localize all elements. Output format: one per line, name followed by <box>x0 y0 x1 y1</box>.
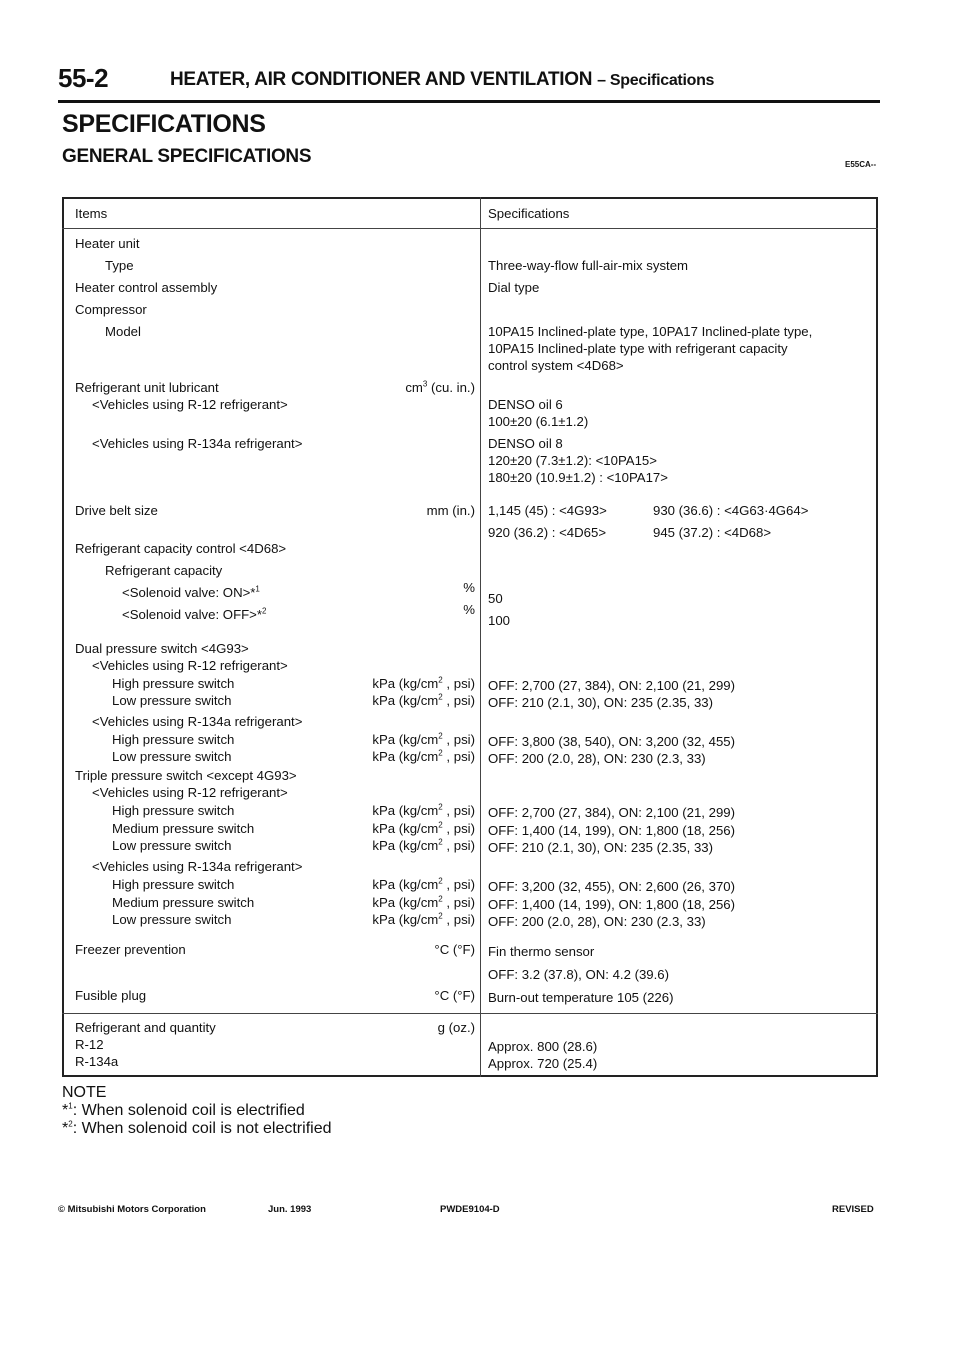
spec-solenoid-on: 50 <box>488 591 503 606</box>
spec-lubricant-r134a-line-3: 180±20 (10.9±1.2) : <10PA17> <box>488 470 668 485</box>
spec-triple-r12-high: OFF: 2,700 (27, 384), ON: 2,100 (21, 299) <box>488 805 736 820</box>
item-triple-r12-medium: Medium pressure switch <box>112 821 255 836</box>
item-refrigerant-quantity: Refrigerant and quantity <box>75 1020 216 1035</box>
unit-dual-r134a-high: kPa ($kg/cm^2$ , psi) <box>372 731 475 747</box>
item-fusible-plug: Fusible plug <box>75 988 147 1003</box>
unit-triple-r134a-low: kPa ($kg/cm^2$ , psi) <box>372 911 475 927</box>
spec-belt-4g93: 1,145 (45) : <4G93> <box>488 503 607 518</box>
item-type: Type <box>105 258 134 273</box>
spec-triple-r134a-high: OFF: 3,200 (32, 455), ON: 2,600 (26, 370) <box>488 879 736 894</box>
unit-fusible-plug: °C (°F) <box>434 988 475 1003</box>
column-header-specifications: Specifications <box>488 206 570 221</box>
unit-triple-r12-medium: kPa ($kg/cm^2$ , psi) <box>372 820 475 836</box>
footer-date: Jun. 1993 <box>268 1204 312 1215</box>
item-r134a: R-134a <box>75 1054 119 1069</box>
spec-triple-r134a-medium: OFF: 1,400 (14, 199), ON: 1,800 (18, 256) <box>488 897 736 912</box>
spec-belt-4d65: 920 (36.2) : <4D65> <box>488 525 607 540</box>
item-triple-r134a-high: High pressure switch <box>112 877 235 892</box>
chapter-subtitle: – Specifications <box>597 72 715 89</box>
item-lubricant-r12: <Vehicles using R-12 refrigerant> <box>92 397 288 412</box>
item-compressor: Compressor <box>75 302 147 317</box>
item-triple-r12: <Vehicles using R-12 refrigerant> <box>92 785 288 800</box>
spec-belt-4d68: 945 (37.2) : <4D68> <box>653 525 772 540</box>
item-dual-r134a-high: High pressure switch <box>112 732 235 747</box>
spec-dual-r12-high: OFF: 2,700 (27, 384), ON: 2,100 (21, 299) <box>488 678 736 693</box>
unit-refrigerant-quantity: g (oz.) <box>437 1020 475 1035</box>
subsection-heading: GENERAL SPECIFICATIONS <box>62 146 312 167</box>
item-dual-r12-high: High pressure switch <box>112 676 235 691</box>
spec-model-line-3: control system <4D68> <box>488 358 624 373</box>
unit-drive-belt: mm (in.) <box>426 503 475 518</box>
section-code: E55CA-- <box>845 160 877 169</box>
item-capacity-control: Refrigerant capacity control <4D68> <box>75 541 287 556</box>
spec-dual-r134a-high: OFF: 3,800 (38, 540), ON: 3,200 (32, 455) <box>488 734 736 749</box>
spec-model-line-2: 10PA15 Inclined-plate type with refrigerant capacity <box>488 341 788 356</box>
spec-triple-r134a-low: OFF: 200 (2.0, 28), ON: 230 (2.3, 33) <box>488 914 706 929</box>
spec-r134a-quantity: Approx. 720 (25.4) <box>488 1056 598 1071</box>
note-2: *$^2$: When solenoid coil is not electrified <box>62 1119 332 1137</box>
item-triple-r12-low: Low pressure switch <box>112 838 232 853</box>
item-triple-r12-high: High pressure switch <box>112 803 235 818</box>
spec-freezer-line-1: Fin thermo sensor <box>488 944 595 959</box>
spec-lubricant-r134a-line-1: DENSO oil 8 <box>488 436 563 451</box>
item-dual-r12-low: Low pressure switch <box>112 693 232 708</box>
header-rule <box>58 100 880 103</box>
item-heater-control: Heater control assembly <box>75 280 218 295</box>
unit-solenoid-off: % <box>463 602 475 617</box>
spec-lubricant-r12-line-1: DENSO oil 6 <box>488 397 563 412</box>
item-triple-r134a-medium: Medium pressure switch <box>112 895 255 910</box>
item-r12: R-12 <box>75 1037 104 1052</box>
item-dual-switch: Dual pressure switch <4G93> <box>75 641 249 656</box>
unit-triple-r134a-medium: kPa ($kg/cm^2$ , psi) <box>372 894 475 910</box>
spec-solenoid-off: 100 <box>488 613 511 628</box>
item-triple-switch: Triple pressure switch <except 4G93> <box>75 768 297 783</box>
table-section-rule <box>62 1013 878 1014</box>
spec-triple-r12-low: OFF: 210 (2.1, 30), ON: 235 (2.35, 33) <box>488 840 714 855</box>
section-heading: SPECIFICATIONS <box>62 110 266 138</box>
unit-triple-r134a-high: kPa ($kg/cm^2$ , psi) <box>372 876 475 892</box>
note-title: NOTE <box>62 1084 107 1101</box>
spec-freezer-line-2: OFF: 3.2 (37.8), ON: 4.2 (39.6) <box>488 967 670 982</box>
spec-model-line-1: 10PA15 Inclined-plate type, 10PA17 Inclined-plate type, <box>488 324 813 339</box>
item-lubricant-r134a: <Vehicles using R-134a refrigerant> <box>92 436 303 451</box>
chapter-title-main: HEATER, AIR CONDITIONER AND VENTILATION <box>170 69 593 90</box>
item-drive-belt: Drive belt size <box>75 503 158 518</box>
column-divider <box>480 197 481 1077</box>
item-lubricant: Refrigerant unit lubricant <box>75 380 219 395</box>
page-number: 55-2 <box>58 63 109 93</box>
spec-fusible-plug: Burn-out temperature 105 (226) <box>488 990 674 1005</box>
spec-dual-r12-low: OFF: 210 (2.1, 30), ON: 235 (2.35, 33) <box>488 695 714 710</box>
item-solenoid-on: <Solenoid valve: ON>*$^1$ <box>122 584 260 600</box>
item-dual-r12: <Vehicles using R-12 refrigerant> <box>92 658 288 673</box>
unit-dual-r12-high: kPa ($kg/cm^2$ , psi) <box>372 675 475 691</box>
table-header-rule <box>62 228 878 229</box>
unit-freezer-prevention: °C (°F) <box>434 942 475 957</box>
item-heater-unit: Heater unit <box>75 236 140 251</box>
item-refrigerant-capacity: Refrigerant capacity <box>105 563 223 578</box>
unit-triple-r12-high: kPa ($kg/cm^2$ , psi) <box>372 802 475 818</box>
item-solenoid-off: <Solenoid valve: OFF>*$^2$ <box>122 606 267 622</box>
chapter-title <box>170 69 714 91</box>
column-header-items: Items <box>75 206 108 221</box>
item-triple-r134a: <Vehicles using R-134a refrigerant> <box>92 859 303 874</box>
footer-copyright: © Mitsubishi Motors Corporation <box>58 1204 206 1215</box>
unit-dual-r134a-low: kPa ($kg/cm^2$ , psi) <box>372 748 475 764</box>
unit-triple-r12-low: kPa ($kg/cm^2$ , psi) <box>372 837 475 853</box>
footer-doc-code: PWDE9104-D <box>440 1204 500 1215</box>
spec-lubricant-r12-line-2: 100±20 (6.1±1.2) <box>488 414 589 429</box>
spec-belt-4g63-4g64: 930 (36.6) : <4G63·4G64> <box>653 503 809 518</box>
spec-heater-control: Dial type <box>488 280 540 295</box>
item-freezer-prevention: Freezer prevention <box>75 942 186 957</box>
unit-dual-r12-low: kPa ($kg/cm^2$ , psi) <box>372 692 475 708</box>
spec-triple-r12-medium: OFF: 1,400 (14, 199), ON: 1,800 (18, 256) <box>488 823 736 838</box>
footer-status: REVISED <box>832 1204 874 1215</box>
item-dual-r134a: <Vehicles using R-134a refrigerant> <box>92 714 303 729</box>
unit-lubricant: $cm^3$ (cu. in.) <box>405 379 475 395</box>
spec-type: Three-way-flow full-air-mix system <box>488 258 689 273</box>
note-block <box>62 1084 331 1138</box>
unit-solenoid-on: % <box>463 580 475 595</box>
item-model: Model <box>105 324 141 339</box>
spec-lubricant-r134a-line-2: 120±20 (7.3±1.2): <10PA15> <box>488 453 657 468</box>
item-triple-r134a-low: Low pressure switch <box>112 912 232 927</box>
item-dual-r134a-low: Low pressure switch <box>112 749 232 764</box>
note-1: *$^1$: When solenoid coil is electrified <box>62 1101 305 1119</box>
spec-r12-quantity: Approx. 800 (28.6) <box>488 1039 598 1054</box>
spec-dual-r134a-low: OFF: 200 (2.0, 28), ON: 230 (2.3, 33) <box>488 751 706 766</box>
